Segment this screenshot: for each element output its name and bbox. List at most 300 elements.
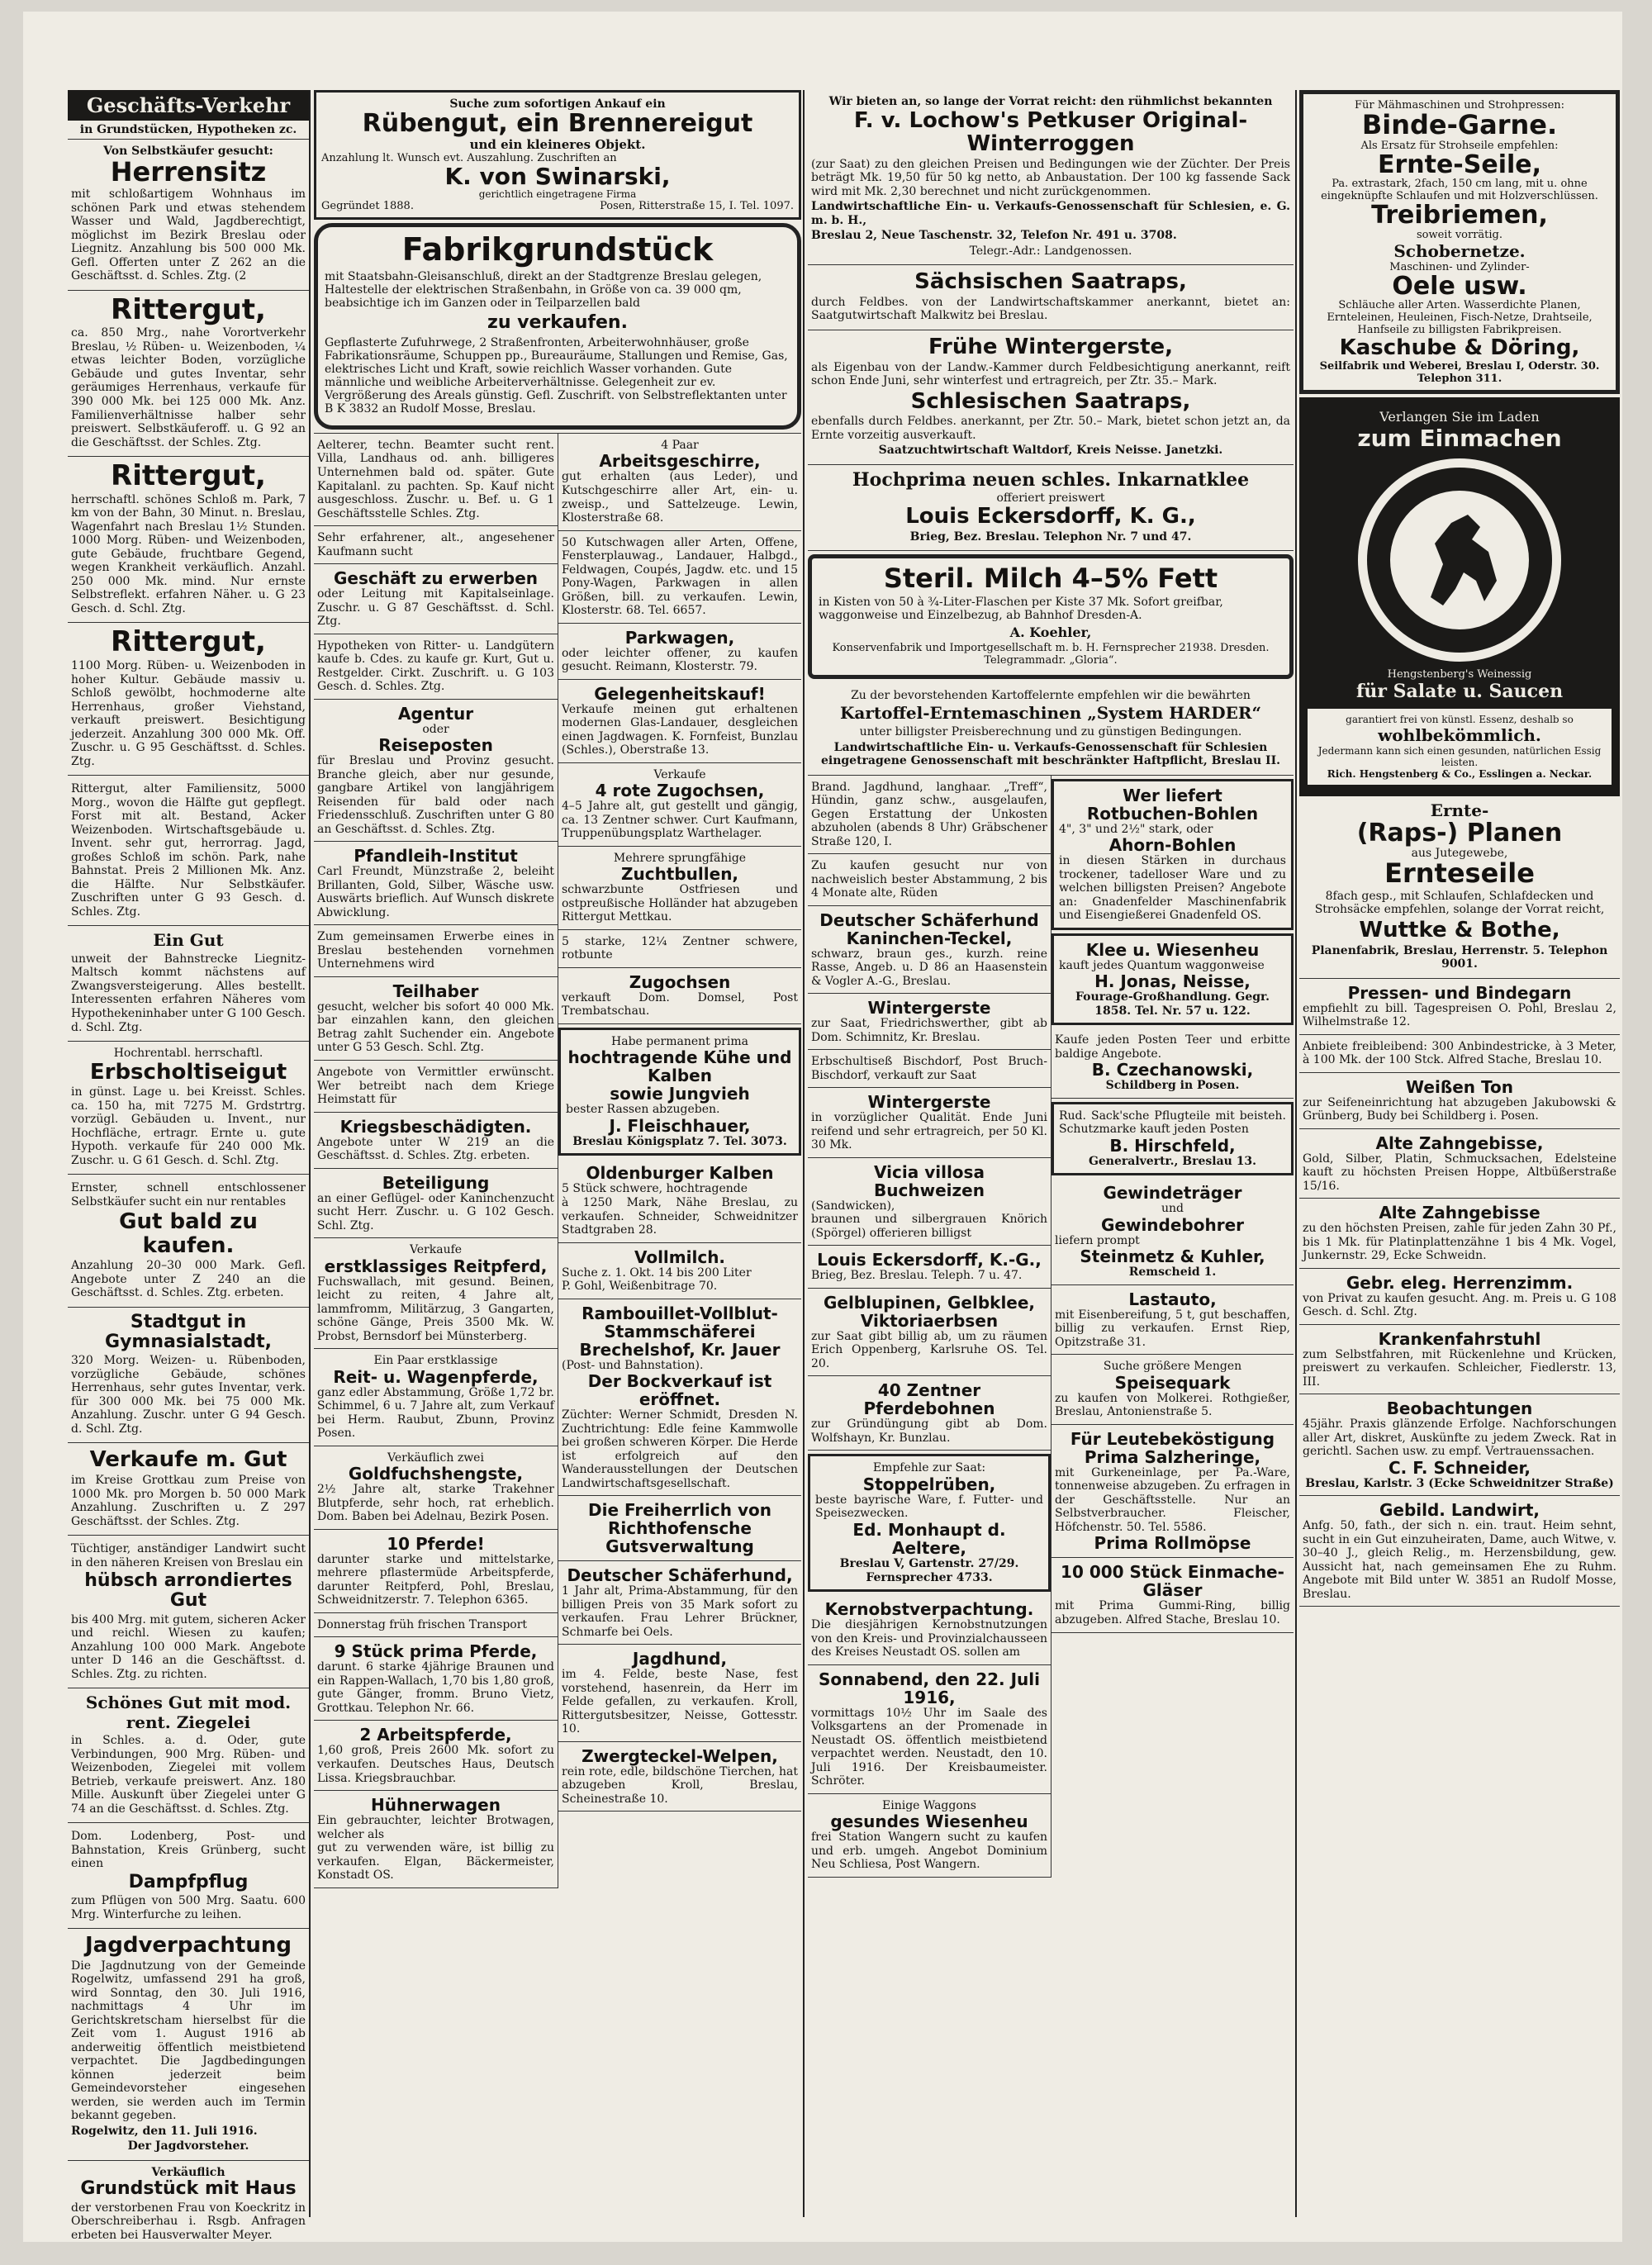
ad-telegraph: Telegr.-Adr.: Landgenossen. <box>969 244 1132 258</box>
ad-headline: Ernteseile <box>1384 857 1535 890</box>
classified-ad <box>808 1246 1051 1289</box>
ad-body: herrschaftl. schönes Schloß m. Park, 7 km von der Bahn, 30 Minut. n. Breslau, Wagenfahrt nach Breslau 1½ Stunden. 1000 Morg. Rüben- und Weizenboden, gute Gebäude, fruchtbare Gegend, wegen Krankheit verkäuflich. Anzahl. 250 000 Mk. mind. Nur ernste Selbstreflekt. erfahren Näher. u. G 23 Gesch. d. Schl. Ztg. <box>71 492 306 615</box>
ad-headline: Kernobstverpachtung. <box>824 1599 1034 1620</box>
ad-body: der verstorbenen Frau von Koeckritz in Oberschreiberhau i. Rsgb. Anfragen erbeten bei Hausverwalter Meyer. <box>71 2201 306 2242</box>
ad-body: (Sandwicken), <box>811 1199 895 1213</box>
ad-headline: Treibriemen, <box>1371 201 1548 230</box>
classified-ad <box>1299 979 1620 1035</box>
column-3-left <box>808 776 1051 1878</box>
ad-headline: Oele usw. <box>1392 271 1527 301</box>
ad-body: zu den höchsten Preisen, zahle für jeden Zahn 30 Pf., bis 1 Mk. für Platinplattenzähne 1 bis 4 Mk. Vogel, Junkernstr. 29, Ecke Schweidn. <box>1303 1222 1616 1263</box>
ad-body: Tüchtiger, anständiger Landwirt sucht in den näheren Kreisen von Breslau ein <box>71 1542 306 1569</box>
classified-ad <box>558 680 801 763</box>
ad-body: Hypotheken von Ritter- u. Landgütern kaufe b. Cdes. zu kaufe gr. Kurt, Gut u. Restgelder. Cirkt. Zuschrift. u. G 103 Gesch. d. Schles. Ztg. <box>317 639 554 694</box>
ad-body: Sehr erfahrener, alt., angesehener Kaufmann sucht <box>317 531 554 558</box>
ad-body: 1 Jahr alt, Prima-Abstammung, für den billigen Preis von 35 Mark sofort zu verkaufen. Frau Lehrer Brückner, Schmarfe bei Oels. <box>562 1584 798 1639</box>
ad-headline: Fabrikgrundstück <box>401 230 714 268</box>
ad-body: Fuchswallach, mit gesund. Beinen, leicht zu reiten, 4 Jahre alt, lammfromm, Militärzug, 3 Gangarten, schöne Gänge, Preis 3500 Mk. W. Probst, Bernsdorf bei Münsterberg. <box>317 1275 554 1343</box>
ad-headline: Pfandleih-Institut <box>354 846 518 867</box>
ad-headline: Rittergut, <box>111 459 266 493</box>
ad-headline: Gebild. Landwirt, <box>1379 1500 1540 1521</box>
classified-ad <box>808 1665 1051 1794</box>
ad-firm: Ed. Monhaupt d. Aeltere, <box>852 1520 1006 1558</box>
ad-headline: F. v. Lochow's Petkuser Original-Winterroggen <box>853 107 1248 157</box>
classified-ad <box>314 1238 558 1349</box>
classified-ad <box>1299 1325 1620 1395</box>
ad-body: kauft jedes Quantum waggonweise <box>1059 958 1265 972</box>
ad-body: mit Prima Gummi-Ring, billig abzugeben. Alfred Stache, Breslau 10. <box>1055 1599 1290 1626</box>
ad-body: zur Seifeneinrichtung hat abzugeben Jakubowski & Grünberg, Budy bei Schildberg i. Posen. <box>1303 1095 1616 1123</box>
ad-headline: Beobachtungen <box>1386 1398 1533 1419</box>
ad-headline: 2 Arbeitspferde, <box>359 1725 512 1745</box>
ad-address: Breslau Königsplatz 7. Tel. 3073. <box>572 1134 787 1148</box>
ad-body: schwarzbunte Ostfriesen und ostpreußische Holländer hat abzugeben Rittergut Mettkau. <box>562 883 798 924</box>
ad-body: zu kaufen von Molkerei. Rothgießer, Breslau, Antonienstraße 5. <box>1055 1391 1290 1419</box>
section-header: Geschäfts-Verkehr <box>68 90 309 121</box>
ad-kicker: Ein Paar erstklassige <box>373 1354 498 1368</box>
ad-headline: Gebr. eleg. Herrenzimm. <box>1346 1272 1574 1293</box>
ad-body: Anzahlung lt. Wunsch evt. Auszahlung. Zuschriften an <box>321 151 617 164</box>
classified-ad <box>558 624 801 680</box>
ad-body: empfiehlt zu bill. Tagespreisen O. Pohl, Breslau 2, Wilhelmstraße 12. <box>1303 1001 1616 1029</box>
ad-headline: Oldenburger Kalben <box>586 1163 774 1184</box>
newspaper-page <box>23 12 1622 2242</box>
classified-ad <box>1051 1558 1294 1632</box>
ad-body: zur Gründüngung gibt ab Dom. Wolfshayn, Kr. Bunzlau. <box>811 1417 1047 1445</box>
ad-body: 5 Stück schwere, hochtragende <box>562 1182 748 1196</box>
ad-headline: Teilhaber <box>392 981 479 1001</box>
ad-body: vormittags 10½ Uhr im Saale des Volksgartens an der Promenade in Neustadt OS. öffentlich meistbietend verpachtet werden. Neustadt, den 10. Juli 1916. Der Kreisbaumeister. Schröter. <box>811 1706 1047 1788</box>
ad-founded: Gegründet 1888. <box>321 199 414 212</box>
ad-body: Dom. Lodenberg, Post- und Bahnstation, Kreis Grünberg, sucht einen <box>71 1830 306 1871</box>
ad-body: aus Jutegewebe, <box>1411 846 1508 860</box>
ad-headline: Der Bockverkauf ist eröffnet. <box>587 1371 772 1410</box>
column-1 <box>68 90 309 2242</box>
ad-dampfpflug <box>68 1823 309 1929</box>
ad-headline: Pressen- und Bindegarn <box>1347 982 1572 1003</box>
classified-ad <box>808 994 1051 1050</box>
ad-jagdverpachtung <box>68 1929 309 2161</box>
ad-headline: Erbscholtiseigut <box>89 1059 287 1085</box>
ad-ein-gut <box>68 926 309 1042</box>
column-2 <box>314 90 801 2229</box>
column-rule <box>1295 90 1297 2217</box>
column-rule <box>309 90 311 2217</box>
ad-body: Kaufe jeden Posten Teer und erbitte baldige Angebote. <box>1055 1033 1290 1061</box>
ad-body: zur Saat, Friedrichswerther, gibt ab Dom. Schimnitz, Kr. Breslau. <box>811 1017 1047 1044</box>
ad-kicker: Habe permanent prima <box>611 1034 748 1048</box>
ad-headline: Brechelshof, Kr. Jauer <box>579 1339 781 1360</box>
classified-ad <box>1051 1285 1294 1356</box>
ad-body: Pa. extrastark, 2fach, 150 cm lang, mit u. ohne eingeknüpfte Schlaufen und mit Holzverschlüssen. <box>1321 178 1598 203</box>
ad-headline: Ahorn-Bohlen <box>1108 835 1237 856</box>
ad-kicker: Verkaufe <box>409 1243 463 1257</box>
ad-firm: Landwirtschaftliche Ein- u. Verkaufs-Genossenschaft für Schlesien eingetragene Genossenschaft mit beschränkter Haftpflicht, Breslau II. <box>820 740 1281 768</box>
classified-ad <box>558 1243 801 1299</box>
ad-body: in vorzüglicher Qualität. Ende Juni reifend und sehr ertragreich, per 50 Kl. 30 Mk. <box>811 1111 1047 1152</box>
ad-body: Anzahlung 20–30 000 Mark. Gefl. Angebote unter Z 240 an die Geschäftsst. d. Schles. Ztg. erbeten. <box>71 1259 306 1300</box>
classified-ad <box>314 1791 558 1888</box>
ad-headline: Die Freiherrlich von Richthofensche Gutsverwaltung <box>588 1500 771 1557</box>
ad-address: Konservenfabrik und Importgesellschaft m. b. H. Fernsprecher 21938. Dresden. Telegrammadr. „Gloria“. <box>832 641 1270 667</box>
ad-kicker: Verkaufe <box>653 767 706 781</box>
ad-wintergerste <box>808 330 1294 465</box>
ad-body: unter billigster Preisberechnung und zu günstigen Bedingungen. <box>859 724 1242 738</box>
ad-body: in Schles. a. d. Oder, gute Verbindungen, 900 Mrg. Rüben- und Weizenboden, Ziegelei mit vollem Betrieb, verkaufe preiswert. Anz. 180 Mille. Auskunft über Ziegelei unter G 74 an die Geschäftsst. d. Schles. Ztg. <box>71 1734 306 1816</box>
ad-body: mit Eisenbereifung, 5 t, gut beschaffen, billig zu verkaufen. Ernst Riep, Opitzstraße 31. <box>1055 1308 1290 1349</box>
ad-firm: Steinmetz & Kuhler, <box>1080 1246 1265 1267</box>
ad-body: Angebote von Vermittler erwünscht. Wer betreibt nach dem Kriege Heimstatt für <box>317 1065 554 1107</box>
ad-headline: 4 rote Zugochsen, <box>595 781 765 801</box>
ad-headline: Binde-Garne. <box>1361 109 1558 140</box>
ad-body: von Privat zu kaufen gesucht. Ang. m. Preis u. G 108 Gesch. d. Schl. Ztg. <box>1303 1291 1616 1319</box>
ad-body: Maschinen- und Zylinder- <box>1389 260 1530 273</box>
ad-body: durch Feldbes. von der Landwirtschaftskammer anerkannt, bietet an: Saatgutwirtschaft Malkwitz bei Breslau. <box>811 295 1290 323</box>
ad-headline: Steril. Milch 4–5% Fett <box>883 563 1218 595</box>
ad-body: gut erhalten (aus Leder), und Kutschgeschirre aller Art, ein- u. zweisp., und Sattelzeuge. Lewin, Klosterstraße 68. <box>562 470 798 525</box>
ad-headline: Gut bald zu kaufen. <box>119 1209 258 1258</box>
ad-kicker: Für Mähmaschinen und Strohpressen: <box>1354 99 1565 112</box>
classified-ad <box>314 1721 558 1791</box>
ad-stadtgut <box>68 1308 309 1443</box>
ad-headline: Vollmilch. <box>634 1246 726 1267</box>
ad-body: Verkaufe meinen gut erhaltenen modernen Glas-Landauer, desgleichen einen Jagdwagen. K. Fornfeist, Bunzlau (Schles.), Oberstraße 13. <box>562 702 798 757</box>
ad-headline: Jagdhund, <box>632 1649 728 1669</box>
hengstenberg-logo <box>1358 458 1561 662</box>
classified-ad <box>808 906 1051 995</box>
ad-body: Zu kaufen gesucht nur von nachweislich bester Abstammung, 2 bis 4 Monate alte, Rüden <box>811 859 1047 900</box>
ad-body: Carl Freundt, Münzstraße 2, beleiht Brillanten, Gold, Silber, Wäsche usw. Auswärts brieflich. Auf Wunsch diskrete Abwicklung. <box>317 865 554 919</box>
ad-headline: 10 Pferde! <box>387 1533 485 1554</box>
ad-firm: H. Jonas, Neisse, <box>1094 971 1251 992</box>
classified-ad <box>1299 1199 1620 1269</box>
ad-kicker: Einige Waggons <box>882 1798 976 1812</box>
ad-body: 5 starke, 12¼ Zentner schwere, rotbunte <box>562 934 798 962</box>
classified-ad <box>314 634 558 700</box>
ad-headline: Rittergut, <box>111 625 266 659</box>
ad-body: Ernster, schnell entschlossener Selbstkäufer sucht ein nur rentables <box>71 1181 306 1208</box>
ad-body: gut zu verwenden wäre, ist billig zu verkaufen. Elgan, Bäckermeister, Konstadt OS. <box>317 1841 554 1883</box>
horse-emblem-icon <box>1365 465 1555 655</box>
classified-ad <box>558 1496 801 1561</box>
ad-hengstenberg <box>1299 397 1620 796</box>
ad-body: Rud. Sack'sche Pflugteile mit beisteh. Schutzmarke kauft jeden Posten <box>1059 1109 1286 1137</box>
ad-headline: Geschäft zu erwerben <box>334 568 538 589</box>
ad-kicker: Verlangen Sie im Laden <box>1379 408 1540 425</box>
classified-ad <box>558 1742 801 1812</box>
ad-headline: zum Einmachen <box>1357 424 1562 452</box>
ad-headline: 9 Stück prima Pferde, <box>334 1641 538 1662</box>
ad-firm: B. Hirschfeld, <box>1109 1135 1236 1156</box>
ad-headline: Reiseposten <box>378 735 493 756</box>
classified-ad <box>808 1595 1051 1665</box>
ad-headline: Krankenfahrstuhl <box>1378 1328 1541 1349</box>
ad-subheadline: und <box>1161 1202 1184 1216</box>
ad-body: in diesen Stärken in durchaus trockener, tadelloser Ware und zu welchen billigsten Preisen? Angebote an: Gnadenfelder Maschinenfabrik und Eisengießerei Gnadenfeld OS. <box>1059 854 1286 923</box>
ad-body: 8fach gesp., mit Schlaufen, Schlafdecken und Strohsäcke empfehlen, solange der Vorrat reicht, <box>1314 889 1605 917</box>
ad-headline: Wintergerste <box>867 1092 991 1113</box>
ad-body: bester Rassen abzugeben. <box>566 1103 720 1117</box>
ad-headline: Rittergut, <box>111 292 266 326</box>
ad-body: mit Staatsbahn-Gleisanschluß, direkt an der Stadtgrenze Breslau gelegen, Haltestelle der elektrischen Straßenbahn, in Größe von ca. 39 000 qm, beabsichtige ich im Ganzen oder in Teilparzellen bald <box>325 269 762 310</box>
ad-headline: Beteiligung <box>382 1172 490 1193</box>
ad-kicker: Suche größere Mengen <box>1103 1360 1242 1374</box>
ad-body: 45jähr. Praxis glänzende Erfolge. Nachforschungen aller Art, diskret, Auskünfte zu jedem Zweck. Rat in gerichtl. Sachen usw. zu empf. Vertrauenssachen. <box>1303 1417 1616 1459</box>
ad-subheadline: oder <box>422 722 449 736</box>
ad-headline: Klee u. Wiesenheu <box>1085 939 1260 960</box>
ad-body: darunter starke und mittelstarke, mehrere pflastermüde Arbeitspferde, darunter Reitpferd, Pohl, Breslau, Schweidnitzerstr. 7. Telephon 6365. <box>317 1552 554 1607</box>
ad-swinarski <box>314 90 801 220</box>
ad-body: braunen und silbergrauen Knörich (Spörgel) offerieren billigst <box>811 1213 1047 1240</box>
ad-body: Angebote unter W 219 an die Geschäftsst. d. Schles. Ztg. erbeten. <box>317 1135 554 1163</box>
ad-headline: sowie Jungvieh <box>610 1084 750 1104</box>
classified-ad <box>314 1349 558 1446</box>
ad-body: Aelterer, techn. Beamter sucht rent. Villa, Landhaus od. anh. billigeres Unternehmen bald od. später. Gute Kapitalanl. zu pachten. Sp. Kauf nicht ausgeschloss. Zuschr. u. Bef. u. G 1 Geschäftsstelle Schles. Ztg. <box>317 438 554 520</box>
ad-kicker: Verkäuflich <box>151 2165 225 2179</box>
ad-headline: Speisequark <box>1114 1372 1231 1393</box>
ad-kicker: Empfehle zur Saat: <box>872 1461 986 1475</box>
ad-body: Rittergut, alter Familiensitz, 5000 Morg., wovon die Hälfte gut gepflegt. Forst mit alt. Bestand, Acker Weizenboden. Wirtschaftsgebäude u. Invent. sehr gut, herrorrag. Jagd, großes Schloß im schön. Park, nahe Bahnstat. Preis 2 Millionen Mk. Anz. die Hälfte. Nur Selbstkäufer. Zuschriften unter G 93 Gesch. d. Schles. Ztg. <box>71 782 306 919</box>
ad-headline: Parkwagen, <box>624 627 735 648</box>
ad-address: Schildberg in Posen. <box>1105 1079 1240 1093</box>
ad-body: liefern prompt <box>1055 1233 1140 1247</box>
ad-herrensitz <box>68 140 309 291</box>
ad-headline: Wer liefert <box>1123 785 1222 805</box>
ad-headline: Buchweizen <box>874 1180 985 1200</box>
ad-firm: Saatzuchtwirtschaft Waltdorf, Kreis Neisse. Janetzki. <box>878 444 1223 458</box>
ad-headline: Arbeitsgeschirre, <box>599 451 761 472</box>
ad-address: Remscheid 1. <box>1128 1265 1217 1280</box>
ad-kicker: 4 Paar <box>661 438 699 452</box>
ad-verkaufe-gut <box>68 1443 309 1536</box>
classified-ad <box>1299 1129 1620 1199</box>
column-3-right <box>1051 776 1294 1878</box>
classified-ad <box>314 1169 558 1239</box>
ad-body: verkauft Dom. Domsel, Post Trembatschau. <box>562 990 798 1019</box>
classified-ad <box>558 531 801 624</box>
classified-ad <box>1299 1035 1620 1073</box>
ad-body: Ein gebrauchter, leichter Brotwagen, welcher als <box>317 1814 554 1841</box>
ad-body: ganz edler Abstammung, Größe 1,72 br. Schimmel, 6 u. 7 Jahre alt, zum Verkauf bei Herm. Raubut, Zbunn, Provinz Posen. <box>317 1385 554 1441</box>
classified-ad <box>808 1794 1051 1878</box>
ad-body: Gold, Silber, Platin, Schmucksachen, Edelsteine kauft zu höchsten Preisen Hoppe, Altbüßerstraße 15/16. <box>1303 1151 1616 1193</box>
ad-fabrikgrundstueck <box>314 223 801 430</box>
classified-ad <box>314 700 558 843</box>
ad-headline: Alte Zahngebisse, <box>1375 1132 1544 1153</box>
classified-ad <box>1051 1355 1294 1425</box>
classified-ad <box>558 1299 801 1497</box>
ad-firm: Louis Eckersdorff, K. G., <box>905 504 1196 529</box>
classified-ad <box>314 526 558 564</box>
ad-headline: Kriegsbeschädigten. <box>339 1116 532 1137</box>
ad-headline: Grundstück mit Haus <box>80 2178 297 2200</box>
ad-wuttke-bothe <box>1299 796 1620 979</box>
ad-body: im Kreise Grottkau zum Preise von 1000 Mk. pro Morgen b. 50 000 Mark Anzahlung. Zuschriften u. Z 297 Geschäftsst. der Schles. Ztg. <box>71 1474 306 1528</box>
ad-rittergut-2 <box>68 457 309 623</box>
column-4 <box>1299 90 1620 2229</box>
ad-inkarnatklee <box>808 465 1294 552</box>
ad-body: Erbschultiseß Bischdorf, Post Bruch-Bischdorf, verkauft zur Saat <box>811 1055 1047 1082</box>
ad-grundstueck <box>68 2161 309 2248</box>
ad-headline: Kaninchen-Teckel, <box>846 928 1013 948</box>
ad-headline: Hochprima neuen schles. Inkarnatklee <box>852 468 1250 491</box>
ad-date: Rogelwitz, den 11. Juli 1916. <box>71 2124 258 2138</box>
ad-body: Brieg, Bez. Breslau. Teleph. 7 u. 47. <box>811 1269 1023 1283</box>
ad-headline: Alte Zahngebisse <box>1379 1203 1540 1223</box>
ad-headline: Rotbuchen-Bohlen <box>1086 803 1259 824</box>
ad-headline: Herrensitz <box>110 155 267 188</box>
ad-headline: gesundes Wiesenheu <box>830 1812 1028 1832</box>
classified-ad <box>558 1645 801 1742</box>
classified-ad <box>558 1561 801 1645</box>
ad-body: garantiert frei von künstl. Essenz, deshalb so <box>1346 713 1574 725</box>
classified-ad <box>1051 933 1294 1026</box>
ad-firm: A. Koehler, <box>1009 624 1092 640</box>
ad-headline: Schönes Gut mit mod. rent. Ziegelei <box>85 1693 292 1732</box>
ad-body: Die diesjährigen Kernobstnutzungen von den Kreis- und Provinzialchausseen des Kreises Neustadt OS. sollen am <box>811 1618 1047 1660</box>
ad-body: beste bayrische Ware, f. Futter- und Speisezwecken. <box>815 1493 1043 1521</box>
ad-headline: Rambouillet-Vollblut-Stammschäferei <box>582 1303 778 1341</box>
classified-ad <box>808 1050 1051 1088</box>
ad-headline: erstklassiges Reitpferd, <box>324 1256 548 1276</box>
ad-kaschube <box>1299 90 1620 394</box>
ad-headline: Goldfuchshengste, <box>348 1464 524 1484</box>
ad-address: Brieg, Bez. Breslau. Telephon Nr. 7 und 47. <box>909 529 1192 544</box>
ad-body: als Eigenbau von der Landw.-Kammer durch Feldbesichtigung anerkannt, reift schon Ende Juni, sehr winterfest und ertragreich, per Ztr. 35.– Mark. <box>811 360 1290 388</box>
column-2-right <box>558 434 801 1888</box>
ad-headline: hochtragende Kühe und Kalben <box>567 1047 792 1086</box>
classified-ad <box>1051 1102 1294 1176</box>
classified-ad <box>558 930 801 968</box>
ad-headline: Zugochsen <box>629 971 731 992</box>
ad-body: (zur Saat) zu den gleichen Preisen und Bedingungen wie der Züchter. Der Preis beträgt Mk. 19,50 für 50 kg netto, ab Anbaustation. Der 100 kg fassende Sack wird mit Mk. 2,30 berechnet und nicht zurückgenommen. <box>811 157 1290 198</box>
ad-kicker: Hochrentabl. herrschaftl. <box>113 1047 263 1061</box>
ad-firm: Rich. Hengstenberg & Co., Esslingen a. Neckar. <box>1327 767 1593 780</box>
ad-headline: 40 Zentner Pferdebohnen <box>863 1380 995 1419</box>
ad-address: Fourage-Großhandlung. Gegr. 1858. Tel. Nr. 57 u. 122. <box>1075 990 1270 1018</box>
column-rule <box>803 90 805 2217</box>
ad-headline: 10 000 Stück Einmache-Gläser <box>1061 1562 1284 1601</box>
ad-headline: wohlbekömmlich. <box>1378 724 1541 745</box>
ad-headline: hübsch arrondiertes Gut <box>84 1570 292 1612</box>
classified-ad <box>558 1028 801 1156</box>
ad-headline: Für Leutebeköstigung <box>1070 1428 1275 1449</box>
ad-sterilmilch <box>808 554 1294 679</box>
classified-ad <box>1051 1179 1294 1285</box>
ad-headline: Sächsischen Saatraps, <box>914 269 1187 295</box>
ad-headline: Prima Salzheringe, <box>1084 1446 1261 1467</box>
ad-firm: Kaschube & Döring, <box>1339 335 1580 361</box>
ad-body: oder leichter offener, zu kaufen gesucht. Reimann, Klosterstr. 79. <box>562 646 798 674</box>
ad-headline: Ein Gut <box>153 930 224 951</box>
ad-address: Seilfabrik und Weberei, Breslau I, Oderstr. 30. Telephon 311. <box>1319 359 1600 385</box>
ad-address: Breslau V, Gartenstr. 27/29. Fernsprecher 4733. <box>839 1557 1019 1584</box>
ad-body: unweit der Bahnstrecke Liegnitz-Maltsch kommt nächstens auf Zwangsversteigerung. Alles bestellt. Interessenten erfahren Näheres vom Hypothekeninhaber unter G 100 Gesch. d. Schl. Ztg. <box>71 952 306 1034</box>
ad-headline: Zuchtbullen, <box>620 864 739 885</box>
classified-ad <box>314 1530 558 1613</box>
classified-ad <box>314 1061 558 1113</box>
ad-subheadline: für Salate u. Saucen <box>1355 680 1564 702</box>
classified-ad <box>558 763 801 847</box>
ad-headline: Stadtgut in Gymnasialstadt, <box>105 1312 272 1353</box>
classified-ad <box>558 847 801 930</box>
ad-subheadline: offeriert preiswert <box>996 491 1105 505</box>
ad-headline: Hühnerwagen <box>371 1795 501 1816</box>
ad-body: zum Pflügen von 500 Mrg. Saatu. 600 Mrg. Winterfurche zu leihen. <box>71 1894 306 1921</box>
ad-headline: Dampfpflug <box>128 1871 249 1892</box>
classified-ad <box>314 842 558 925</box>
ad-body: zum Selbstfahren, mit Rückenlehne und Krücken, preiswert zu verkaufen. Schleicher, Fiedlerstr. 13, III. <box>1303 1347 1616 1389</box>
ad-headline: Schobernetze. <box>1393 240 1526 261</box>
ad-firm-note: gerichtlich eingetragene Firma <box>478 188 637 200</box>
ad-body: oder Leitung mit Kapitalseinlage. Zuschr. u. G 87 Geschäftsst. d. Schl. Ztg. <box>317 587 554 629</box>
section-subheader: in Grundstücken, Hypotheken zc. <box>68 121 309 140</box>
ad-body: mit schloßartigem Wohnhaus im schönen Park und etwas stehendem Wasser und Wald, Jagdberechtigt, möglichst im Bezirk Breslau oder Liegnitz. Anzahlung bis 500 000 Mk. Gefl. Offerten unter Z 262 an die Geschäftsst. d. Schles. Ztg. (2 <box>71 188 306 283</box>
classified-ad <box>314 564 558 634</box>
ad-headline: Zwergteckel-Welpen, <box>582 1745 778 1766</box>
brand-name: Hengstenberg's Weinessig <box>1387 667 1532 681</box>
ad-headline: Gewindeträger <box>1103 1183 1242 1204</box>
ad-headline: Lastauto, <box>1128 1289 1217 1309</box>
ad-rittergut-1 <box>68 291 309 457</box>
ad-headline: Reit- u. Wagenpferde, <box>333 1366 539 1387</box>
classified-ad <box>1299 1269 1620 1325</box>
classified-ad <box>314 1113 558 1169</box>
ad-body: zur Saat gibt billig ab, um zu räumen Erich Oppenberg, Karlsruhe OS. Tel. 20. <box>811 1329 1047 1370</box>
classified-ad <box>558 434 801 531</box>
ad-firm: Wuttke & Bothe, <box>1359 917 1560 943</box>
ad-body: für Breslau und Provinz gesucht. Branche gleich, aber nur gesunde, gangbare Artikel von langjährigem Reisenden für bald oder nach Friedensschluß. Zuschriften unter G 80 an Geschäftsst. d. Schles. Ztg. <box>317 754 554 836</box>
ad-familiensitz <box>68 776 309 926</box>
ad-headline: Jagdverpachtung <box>85 1933 292 1959</box>
ad-body: Jedermann kann sich einen gesunden, natürlichen Essig leisten. <box>1317 744 1602 768</box>
classified-ad <box>808 1454 1051 1592</box>
ad-body: Zu der bevorstehenden Kartoffelernte empfehlen wir die bewährten <box>851 688 1251 702</box>
ad-lochow <box>808 90 1294 265</box>
ad-headline: Deutscher Schäferhund <box>819 909 1039 930</box>
ad-headline: Verkaufe m. Gut <box>89 1447 287 1473</box>
classified-ad <box>808 776 1051 855</box>
ad-body: 4", 3" und 2½" stark, oder <box>1059 822 1213 836</box>
ad-address: Generalvertr., Breslau 13. <box>1088 1154 1257 1168</box>
ad-body: rein rote, edle, bildschöne Tierchen, hat abzugeben Kroll, Breslau, Scheinestraße 10. <box>562 1764 798 1806</box>
ad-headline: Sonnabend, den 22. Juli 1916, <box>819 1669 1040 1707</box>
column-4-list <box>1299 979 1620 1607</box>
classified-ad <box>808 1376 1051 1451</box>
ad-firm: K. von Swinarski, <box>444 162 671 190</box>
ad-body: Gepflasterte Zufuhrwege, 2 Straßenfronten, Arbeiterwohnhäuser, große Fabrikationsräume, Schuppen pp., Bureauräume, Stallungen und Remise, Gas, elektrisches Licht und Kraft, sowie reichlich Wasser vorhanden. Gute männliche und weibliche Arbeiterverhältnisse. Gelegenheit zur ev. Vergrößerung des Areals günstig. Gefl. Zuschrift. von Selbstreflektanten unter B K 3832 an Rudolf Mosse, Breslau. <box>325 335 788 415</box>
ad-body: darunt. 6 starke 4jährige Braunen und ein Rappen-Wallach, 1,70 bis 1,80 groß, gute Gänger, fromm. Bruno Vietz, Grottkau. Telephon Nr. 66. <box>317 1660 554 1715</box>
ad-body: 2½ Jahre alt, starke Trakehner Blutpferde, sehr hoch, rat erheblich. Dom. Baben bei Adelnau, Bezirk Posen. <box>317 1483 554 1524</box>
ad-address: Breslau, Karlstr. 3 (Ecke Schweidnitzer Straße) <box>1305 1476 1614 1490</box>
ad-body: ca. 850 Mrg., nahe Vorortverkehr Breslau, ½ Rüben- u. Weizenboden, ¼ etwas leichter Boden, vorzügliche Gebäude und gutes Inventar, sehr geräumiges Herrenhaus, verkaufe für 390 000 Mk. bei 125 000 Mk. Anz. Familienverhältnisse halber sehr preiswert. Selbstkäuferoff. u. G 92 an die Geschäftsst. der Schles. Ztg. <box>71 326 306 449</box>
ad-body: frei Station Wangern sucht zu kaufen und erb. umgeh. Angebot Dominium Neu Schliesa, Post Wangern. <box>811 1831 1047 1872</box>
ad-body: in günst. Lage u. bei Kreisst. Schles. ca. 150 ha, mit 7275 M. Grdstrtrg. vorzügl. Gebäuden u. Invent., nur Hochfläche, ertragr. Ernte u. gute Hypoth. verkaufe für 240 000 Mk. Zuschr. u. G 61 Gesch. d. Schl. Ztg. <box>71 1085 306 1167</box>
ad-headline: Prima Rollmöpse <box>1094 1533 1251 1554</box>
ad-body: ebenfalls durch Feldbes. anerkannt, per Ztr. 50.– Mark, bietet schon jetzt an, da Ernte vorzeitig ausverkauft. <box>811 415 1290 442</box>
classified-ad <box>558 968 801 1024</box>
ad-firm: J. Fleischhauer, <box>609 1115 751 1136</box>
column-3 <box>808 90 1294 2229</box>
ad-body: an einer Geflügel- oder Kaninchenzucht sucht Herr. Zuschr. u. G 102 Gesch. Schl. Ztg. <box>317 1191 554 1232</box>
ad-body: 4–5 Jahre alt, gut gestellt und gängig, ca. 13 Zentner schwer. Curt Kaufmann, Truppenübungsplatz Warthelager. <box>562 800 798 841</box>
ad-gut-bald <box>68 1175 309 1308</box>
ad-kicker: Mehrere sprungfähige <box>613 851 747 865</box>
ad-firm: Landwirtschaftliche Ein- u. Verkaufs-Genossenschaft für Schlesien, e. G. m. b. H., <box>811 200 1290 227</box>
ad-body: Zum gemeinsamen Erwerbe eines in Breslau bestehenden vornehmen Unternehmens wird <box>317 930 554 971</box>
ad-headline: Louis Eckersdorff, K.-G., <box>817 1250 1042 1270</box>
ad-address: Planenfabrik, Breslau, Herrenstr. 5. Telephon 9001. <box>1311 943 1608 971</box>
